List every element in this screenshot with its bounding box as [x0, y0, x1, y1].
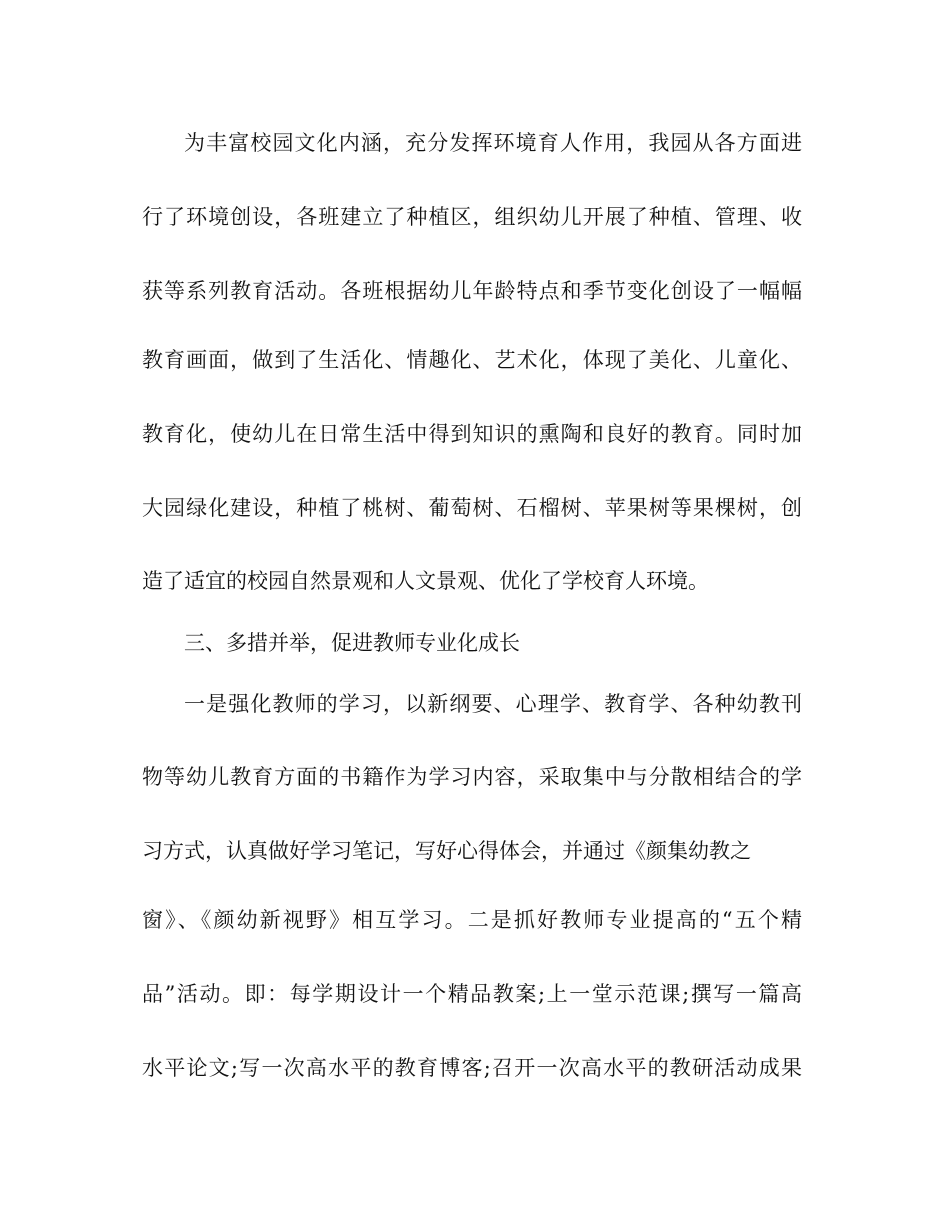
paragraph-2-line-5: 品”活动。即：每学期设计一个精品教案;上一堂示范课;撰写一篇高: [142, 982, 802, 1006]
paragraph-2-line-6: 水平论文;写一次高水平的教育博客;召开一次高水平的教研活动成果: [142, 1056, 802, 1080]
paragraph-1-line-5: 教育化，使幼儿在日常生活中得到知识的熏陶和良好的教育。同时加: [142, 422, 802, 446]
paragraph-1-line-4: 教育画面，做到了生活化、情趣化、艺术化，体现了美化、儿童化、: [142, 348, 802, 372]
paragraph-1-line-7: 造了适宜的校园自然景观和人文景观、优化了学校育人环境。: [142, 569, 709, 593]
paragraph-1-line-6: 大园绿化建设，种植了桃树、葡萄树、石榴树、苹果树等果棵树，创: [142, 496, 802, 520]
paragraph-1-line-2: 行了环境创设，各班建立了种植区，组织幼儿开展了种植、管理、收: [142, 205, 802, 229]
paragraph-1-line-1: 为丰富校园文化内涵，充分发挥环境育人作用，我园从各方面进: [184, 131, 802, 155]
paragraph-2-line-3: 习方式，认真做好学习笔记，写好心得体会，并通过《颜集幼教之: [142, 839, 751, 863]
section-heading: 三、多措并举，促进教师专业化成长: [184, 631, 520, 655]
paragraph-2-line-1: 一是强化教师的学习，以新纲要、心理学、教育学、各种幼教刊: [184, 692, 802, 716]
paragraph-1-line-3: 获等系列教育活动。各班根据幼儿年龄特点和季节变化创设了一幅幅: [142, 279, 802, 303]
paragraph-2-line-2: 物等幼儿教育方面的书籍作为学习内容，采取集中与分散相结合的学: [142, 765, 802, 789]
paragraph-2-line-4: 窗》、《颜幼新视野》相互学习。二是抓好教师专业提高的“五个精: [142, 908, 802, 932]
